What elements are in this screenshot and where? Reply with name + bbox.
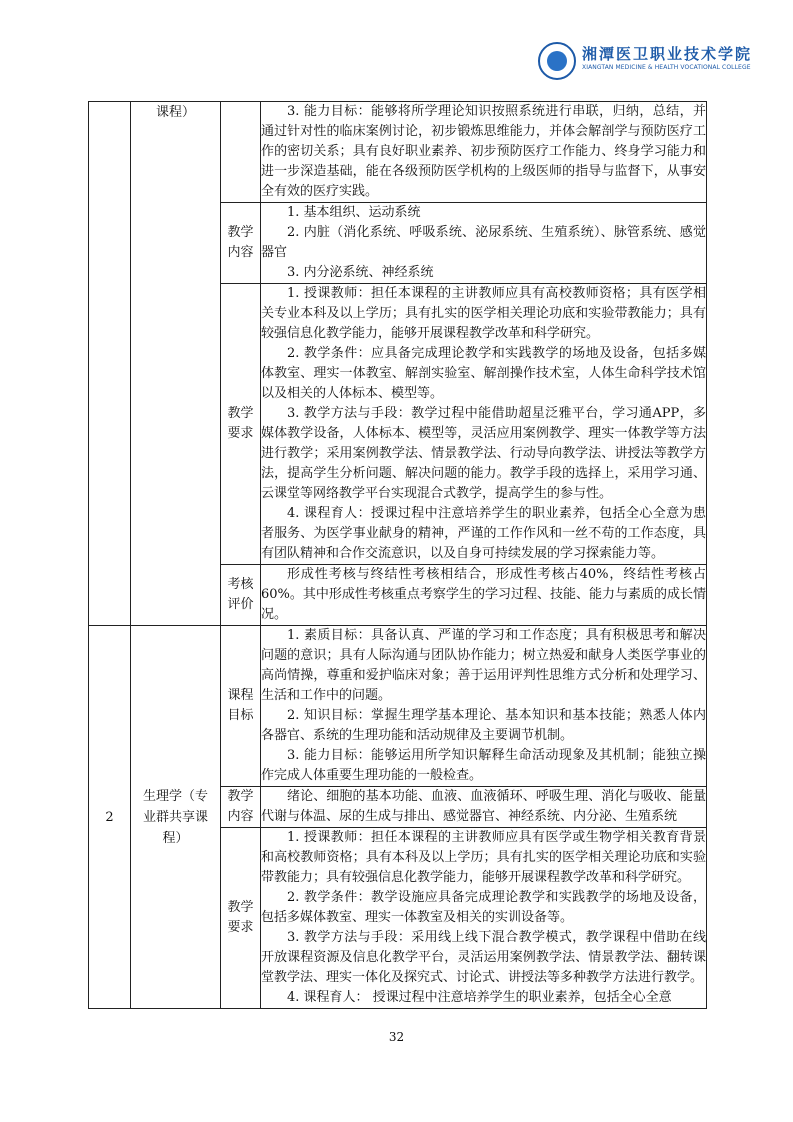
objective-cell: [261, 626, 707, 787]
logo-chinese-name: 湘潭医卫职业技术学院: [582, 45, 753, 63]
label-cell-empty: [221, 102, 261, 203]
requirements-label: 教学要求: [221, 284, 261, 565]
requirement-item: 2. 教学条件：应具备完成理论教学和实践教学的场地及设备，包括多媒体教室、理实一体教室、解剖实验室、解剖操作技术室，人体生命科学技术馆以及相关的人体标本、模型等。: [261, 346, 706, 401]
ability-objective: 3. 能力目标：能够将所学理论知识按照系统进行串联，归纳，总结，并通过针对性的临床案例讨论，初步锻炼思维能力，并体会解剖学与预防医疗工作的密切关系；具有良好职业素养、初步预防医疗工作能力、终身学习能力和进一步深造基础，能在各级预防医学机构的上级医师的指导与监督下，从事安全有效的医疗实践。: [261, 104, 706, 199]
course-number-cell: [89, 102, 131, 626]
assessment-cell: [261, 565, 707, 626]
objective-item: 2. 知识目标：掌握生理学基本理论、基本知识和基本技能；熟悉人体内各器官、系统的生理功能和活动规律及主要调节机制。: [261, 708, 706, 743]
page-number: 32: [388, 1030, 405, 1044]
requirements-cell: [261, 284, 707, 565]
table-row: [89, 626, 707, 787]
content-item: 1. 基本组织、运动系统: [287, 205, 421, 220]
requirements-cell: [261, 828, 707, 1009]
requirement-item: 4. 课程育人：授课过程中注意培养学生的职业素养，包括全心全意为患者服务、为医学事业献身的精神，严谨的工作作风和一丝不苟的工作态度，具有团队精神和合作交流意识，以及自身可持续发展的学习探索能力等。: [261, 506, 706, 561]
content-item: 3. 内分泌系统、神经系统: [287, 265, 434, 280]
content-label: 教学内容: [221, 203, 261, 284]
objective-label: 课程目标: [221, 626, 261, 787]
requirement-item: 3. 教学方法与手段：教学过程中能借助超星泛雅平台，学习通APP，多媒体教学设备，人体标本、模型等，灵活应用案例教学、理实一体教学等方法进行教学；采用案例教学法、情景教学法、行动导向教学法、讲授法等教学方法，提高学生分析问题、解决问题的能力。教学手段的选择上，采用学习通、云课堂等网络教学平台实现混合式教学，提高学生的参与性。: [261, 406, 706, 501]
objective-item: 1. 素质目标：具备认真、严谨的学习和工作态度；具有积极思考和解决问题的意识；具有人际沟通与团队协作能力；树立热爱和献身人类医学事业的高尚情操，尊重和爱护临床对象；善于运用评判性思维方式分析和处理学习、生活和工作中的问题。: [261, 628, 706, 703]
requirement-item: 4. 课程育人： 授课过程中注意培养学生的职业素养，包括全心全意: [287, 990, 672, 1005]
objective-item: 3. 能力目标：能够运用所学知识解释生命活动现象及其机制；能独立操作完成人体重要生理功能的一般检查。: [261, 748, 706, 783]
course-number: 2: [89, 626, 131, 1009]
content-item: 2. 内脏（消化系统、呼吸系统、泌尿系统、生殖系统）、脉管系统、感觉器官: [261, 225, 706, 260]
college-logo: [538, 40, 753, 82]
requirements-label: 教学要求: [221, 828, 261, 1009]
course-name: 课程）: [155, 105, 195, 120]
table-row: [89, 102, 707, 203]
course-name-cell: [131, 102, 221, 626]
college-emblem-icon: [538, 42, 576, 80]
objective-cell: [261, 102, 707, 203]
requirement-item: 3. 教学方法与手段：采用线上线下混合教学模式，教学课程中借助在线开放课程资源及信息化教学平台，灵活运用案例教学法、情景教学法、翻转课堂教学法、理实一体化及探究式、讨论式、讲授法等多种教学方法进行教学。: [261, 930, 706, 985]
content-cell: [261, 787, 707, 828]
content-text: 绪论、细胞的基本功能、血液、血液循环、呼吸生理、消化与吸收、能量代谢与体温、尿的生成与排出、感觉器官、神经系统、内分泌、生殖系统: [261, 789, 706, 824]
logo-english-name: XIANGTAN MEDICINE & HEALTH VOCATIONAL COLLEGE: [582, 64, 751, 71]
assessment-label: 考核评价: [221, 565, 261, 626]
requirement-item: 1. 授课教师：担任本课程的主讲教师应具有高校教师资格；具有医学相关专业本科及以上学历；具有扎实的医学相关理论功底和实验带教能力；具有较强信息化教学能力，能够开展课程教学改革和科学研究。: [261, 286, 706, 341]
requirement-item: 1. 授课教师：担任本课程的主讲教师应具有医学或生物学相关教育背景和高校教师资格；具有本科及以上学历；具有扎实的医学相关理论功底和实验带教能力；具有较强信息化教学能力，能够开展课程教学改革和科学研究。: [261, 830, 706, 885]
course-name: 生理学（专业群共享课程）: [131, 626, 221, 1009]
curriculum-table: [88, 101, 707, 1009]
requirement-item: 2. 教学条件：教学设施应具备完成理论教学和实践教学的场地及设备，包括多媒体教室、理实一体教室及相关的实训设备等。: [261, 890, 706, 925]
assessment-text: 形成性考核与终结性考核相结合，形成性考核占40%，终结性考核占60%。其中形成性考核重点考察学生的学习过程、技能、能力与素质的成长情况。: [261, 567, 706, 622]
content-label: 教学内容: [221, 787, 261, 828]
content-cell: [261, 203, 707, 284]
